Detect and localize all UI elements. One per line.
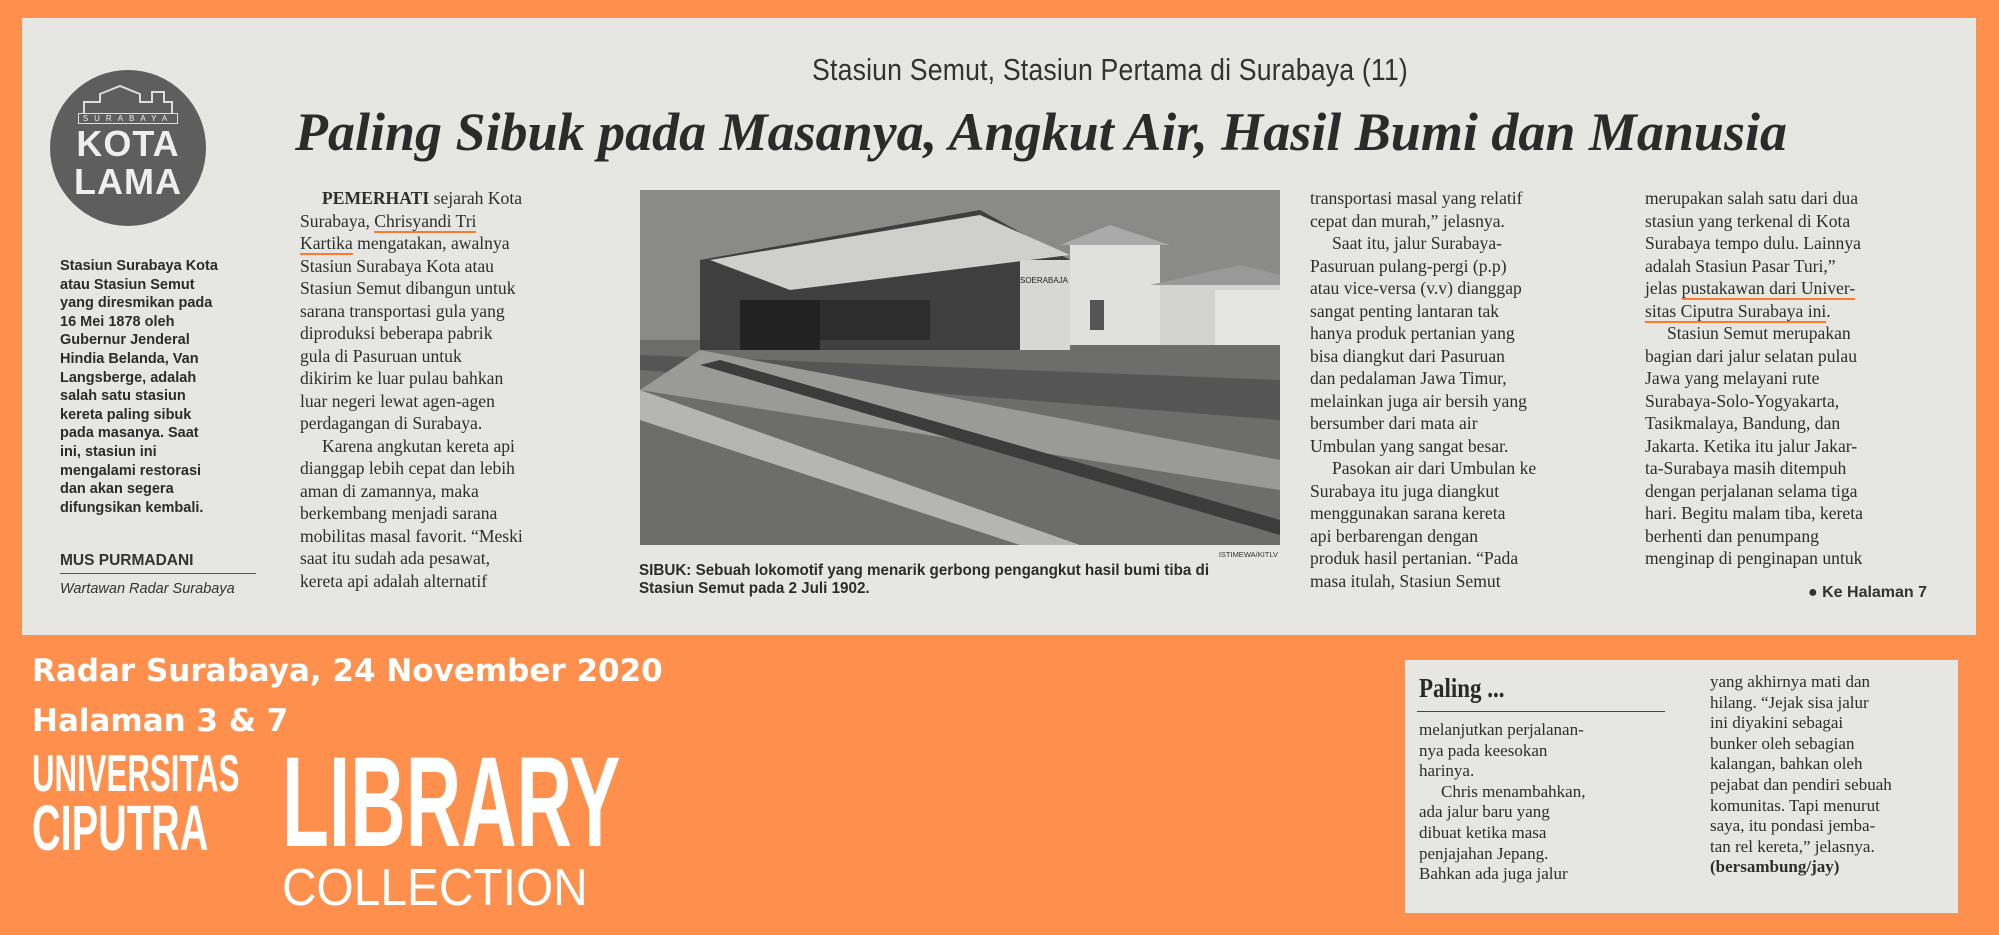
text-line: kalangan, bahkan oleh [1710, 754, 1863, 774]
logo-line1: KOTA [76, 123, 180, 164]
text-line: Jakarta. Ketika itu jalur Jakar- [1645, 435, 1858, 456]
text-line: yang diresmikan pada [60, 295, 213, 312]
text-line: bisa diangkut dari Pasuruan [1310, 345, 1505, 366]
article-headline: Paling Sibuk pada Masanya, Angkut Air, Hasil Bumi dan Manusia [295, 102, 1787, 162]
continued-link[interactable] [1808, 583, 1927, 602]
text-line: Pasuruan pulang-pergi (p.p) [1310, 255, 1507, 276]
text-line: Stasiun Semut dibangun untuk [300, 278, 516, 298]
text-line: Jawa yang melayani rute [1645, 368, 1820, 388]
text-line: 16 Mei 1878 oleh [60, 313, 175, 330]
text-line: saat itu sudah ada pesawat, [300, 548, 491, 568]
text-line: dan pedalaman Jawa Timur, [1310, 368, 1507, 388]
text-line: penjajahan Jepang. [1419, 843, 1549, 863]
text-line: sarana transportasi gula yang [300, 300, 505, 321]
text-line: transportasi masal yang relatif [1310, 188, 1523, 208]
bullet-icon: ● [1808, 584, 1823, 601]
text-line: dianggap lebih cepat dan lebih [300, 458, 515, 478]
text-line: dibuat ketika masa [1419, 822, 1547, 842]
caption-line: Stasiun Semut pada 2 Juli 1902. [639, 580, 870, 597]
text-line: stasiun yang terkenal di Kota [1645, 210, 1851, 231]
logo-line2: LAMA [74, 161, 182, 202]
text-line: cepat dan murah,” jelasnya. [1310, 210, 1505, 231]
lead-word: PEMERHATI [322, 188, 430, 208]
text-line: saya, itu pondasi jemba- [1710, 816, 1876, 836]
text-line: Stasiun Semut merupakan [1667, 323, 1851, 343]
text-line: melainkan juga air bersih yang [1310, 390, 1527, 411]
text-line: yang akhirnya mati dan [1710, 672, 1871, 691]
highlighted-phrase: pustakawan dari Univer- [1681, 278, 1856, 298]
article-column-3 [1310, 187, 1536, 592]
source-publication: Radar Surabaya, 24 November 2020 [32, 653, 663, 689]
text-line: pejabat dan pendiri sebuah [1710, 774, 1892, 794]
text-line: luar negeri lewat agen-agen [300, 390, 495, 411]
text-line: mobilitas masal favorit. “Meski [300, 525, 523, 546]
text-line: Chris menambahkan, [1441, 781, 1586, 801]
sidebar-summary [60, 257, 260, 517]
text-line: hilang. “Jejak sisa jalur [1710, 692, 1869, 712]
text-line: Bahkan ada juga jalur [1419, 864, 1568, 884]
text-line: berhenti dan penumpang [1645, 525, 1819, 546]
text: jelas [1645, 278, 1682, 298]
text-line: menginap di penginapan untuk [1645, 548, 1863, 568]
article-kicker: Stasiun Semut, Stasiun Pertama di Surabaya (11) [812, 52, 1408, 87]
text-line: Stasiun Surabaya Kota atau [300, 255, 494, 276]
caption-line: SIBUK: Sebuah lokomotif yang menarik gerbong pengangkut hasil bumi tiba di [639, 562, 1210, 579]
text-line: bunker oleh sebagian [1710, 733, 1855, 753]
text-line: sangat penting lantaran tak [1310, 300, 1500, 321]
text-line: salah satu stasiun [60, 388, 186, 405]
brand-library: LIBRARY [282, 731, 621, 874]
text-line: ini, stasiun ini [60, 443, 157, 460]
text-line: tan rel kereta,” jelasnya. [1710, 836, 1875, 856]
article-column-1 [300, 187, 523, 592]
author-role: Wartawan Radar Surabaya [60, 581, 235, 597]
brand-collection: COLLECTION [282, 859, 588, 917]
kota-lama-logo [50, 70, 206, 226]
text-line: Gubernur Jenderal [60, 332, 190, 349]
text-line: kereta api adalah alternatif [300, 570, 488, 591]
text-line: Surabaya itu juga diangkut [1310, 480, 1500, 501]
text-line: difungsikan kembali. [60, 499, 204, 516]
continuation-column-a [1419, 720, 1585, 885]
buildings-icon [80, 84, 176, 116]
text-line: ini diyakini sebagai [1710, 713, 1844, 733]
text-line: produk hasil pertanian. “Pada [1310, 548, 1519, 568]
signoff: (bersambung/jay) [1710, 857, 1840, 877]
text-line: dikirim ke luar pulau bahkan [300, 368, 504, 388]
text-line: perdagangan di Surabaya. [300, 413, 483, 433]
text-line: kereta paling sibuk [60, 406, 192, 423]
text-line: Hindia Belanda, Van [60, 350, 199, 367]
text-line: Surabaya-Solo-Yogyakarta, [1645, 390, 1840, 411]
text-line: harinya. [1419, 761, 1475, 781]
text-line: komunitas. Tapi menurut [1710, 795, 1880, 815]
divider [1417, 711, 1665, 712]
text-line: Stasiun Surabaya Kota [60, 258, 218, 274]
historic-station-photo [640, 190, 1280, 545]
text-line: Pasokan air dari Umbulan ke [1332, 458, 1537, 478]
logo-sub: SURABAYA [78, 113, 178, 124]
text-line: pada masanya. Saat [60, 425, 199, 442]
text-line: masa itulah, Stasiun Semut [1310, 570, 1501, 591]
text-line: atau vice-versa (v.v) dianggap [1310, 278, 1522, 298]
text: sejarah Kota [429, 188, 523, 208]
text-line: Langsberge, adalah [60, 369, 197, 386]
text-line: menggunakan sarana kereta [1310, 503, 1506, 523]
text-line: Surabaya tempo dulu. Lainnya [1645, 233, 1861, 253]
text-line: Tasikmalaya, Bandung, dan [1645, 413, 1841, 433]
brand-ciputra: CIPUTRA [32, 792, 209, 864]
text-line: bagian dari jalur selatan pulau [1645, 345, 1858, 366]
text-line: gula di Pasuruan untuk [300, 345, 462, 366]
text-line: ada jalur baru yang [1419, 802, 1550, 822]
continuation-title: Paling ... [1419, 673, 1505, 703]
text-line: adalah Stasiun Pasar Turi,” [1645, 255, 1836, 276]
text-line: ta-Surabaya masih ditempuh [1645, 458, 1847, 478]
text: mengatakan, awalnya [352, 233, 510, 253]
station-sign: SOERABAJA [1020, 276, 1069, 285]
text-line: dengan perjalanan selama tiga [1645, 480, 1858, 501]
text-line: hanya produk pertanian yang [1310, 323, 1515, 343]
author-name: MUS PURMADANI [60, 552, 256, 574]
article-column-4 [1645, 187, 1863, 570]
photo-credit: ISTIMEWA/KITLV [1218, 550, 1278, 559]
continuation-clipping [1405, 660, 1958, 913]
text-line: berkembang menjadi sarana [300, 503, 498, 523]
photo-caption [639, 562, 1257, 598]
text-line: Karena angkutan kereta api [322, 435, 515, 456]
text-line: Umbulan yang sangat besar. [1310, 435, 1509, 456]
continued-label: Ke Halaman 7 [1822, 584, 1928, 601]
continuation-column-b [1710, 672, 1892, 878]
highlighted-phrase: sitas Ciputra Surabaya ini [1645, 300, 1827, 321]
text-line: merupakan salah satu dari dua [1645, 188, 1858, 208]
text-line: atau Stasiun Semut [60, 276, 195, 293]
text-line: api berbarengan dengan [1310, 525, 1479, 546]
text-line: dan akan segera [60, 481, 174, 498]
text-line: bersumber dari mata air [1310, 413, 1478, 433]
text-line: Saat itu, jalur Surabaya- [1332, 233, 1503, 253]
text: . [1826, 300, 1831, 321]
text-line: mengalami restorasi [60, 462, 202, 479]
text-line: hari. Begitu malam tiba, kereta [1645, 503, 1863, 523]
text-line: melanjutkan perjalanan- [1419, 720, 1584, 739]
text-line: nya pada keesokan [1419, 740, 1548, 760]
text: Surabaya, [300, 210, 375, 231]
brand-universitas: UNIVERSITAS [32, 745, 240, 803]
highlighted-name: Chrisyandi Tri [374, 210, 477, 231]
text-line: aman di zamannya, maka [300, 480, 479, 501]
highlighted-name: Kartika [300, 233, 353, 253]
text-line: diproduksi beberapa pabrik [300, 323, 493, 343]
source-pages: Halaman 3 & 7 [32, 703, 289, 739]
